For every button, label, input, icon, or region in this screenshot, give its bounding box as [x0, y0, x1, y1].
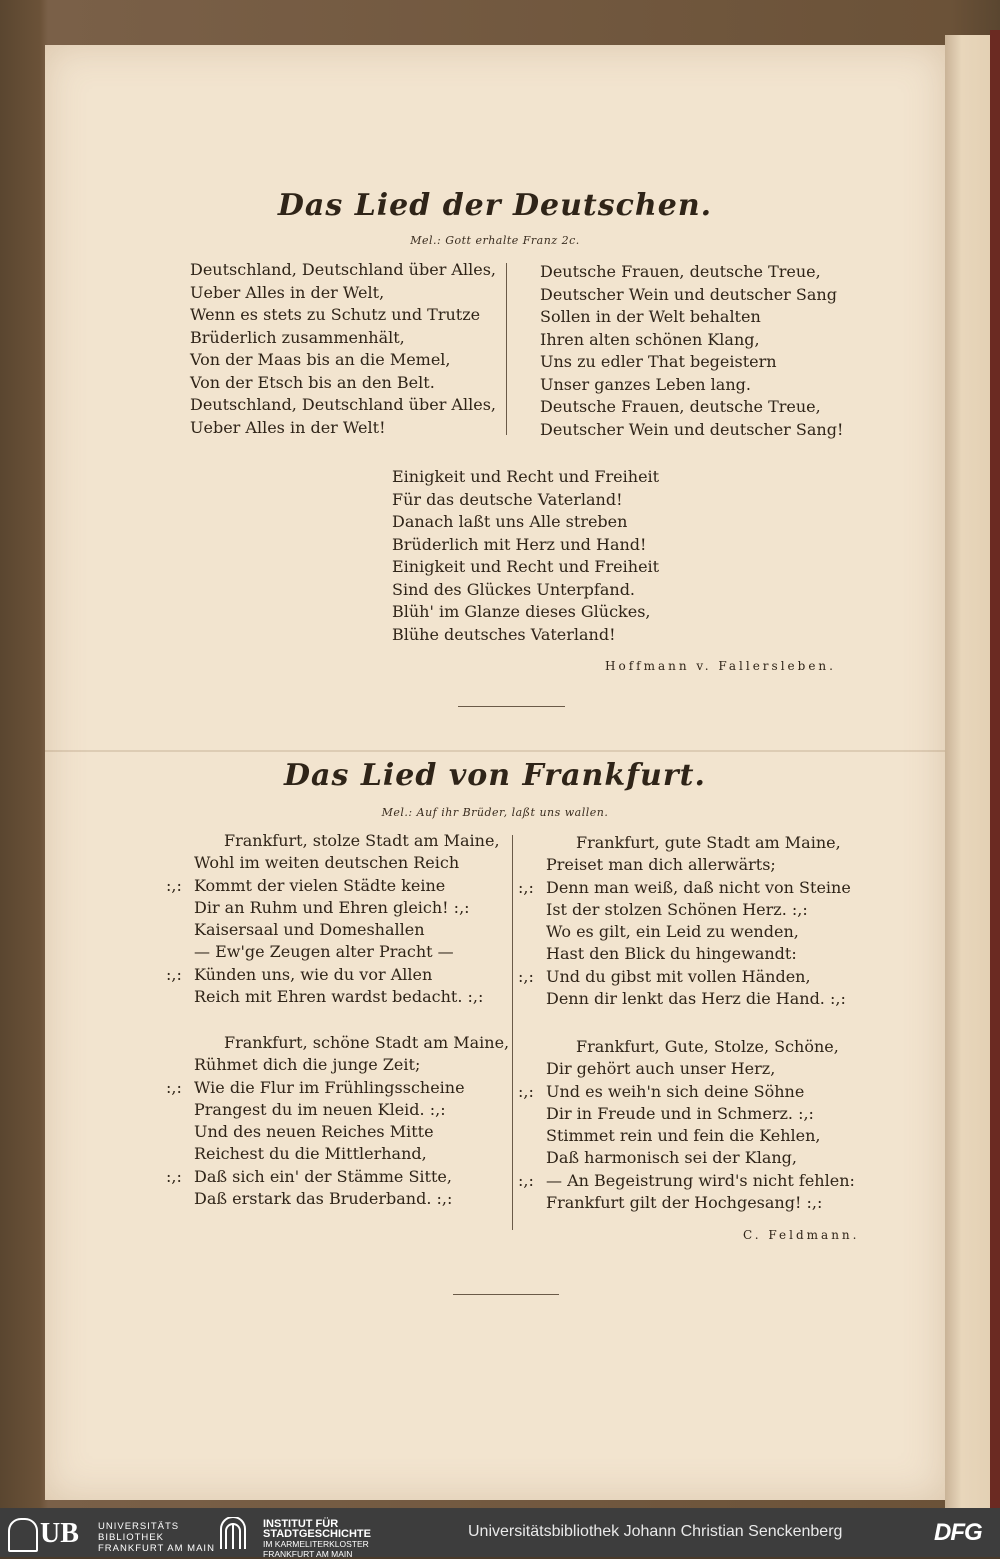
verse-text: Frankfurt, stolze Stadt am Maine, [224, 831, 500, 850]
verse-line [166, 1166, 509, 1188]
verse-line [166, 1054, 509, 1076]
ub-abbrev: UB [40, 1518, 79, 1549]
verse-line: Brüderlich mit Herz und Hand! [392, 534, 647, 554]
verse-line: Einigkeit und Recht und Freiheit [392, 467, 660, 486]
verse-text: Denn man weiß, daß nicht von Steine [546, 877, 851, 897]
verse-line [166, 1032, 509, 1054]
song1-author: Hoffmann v. Fallersleben. [605, 659, 836, 673]
verse-line [518, 854, 851, 876]
verse-text: Wo es gilt, ein Leid zu wenden, [546, 922, 799, 942]
song1-column-divider [506, 263, 507, 435]
viewer-footer [0, 1508, 1000, 1557]
inst-line-4: FRANKFURT AM MAIN [263, 1549, 353, 1559]
repeat-mark: :,: [166, 1166, 182, 1186]
verse-line [518, 943, 851, 965]
verse-line [166, 830, 500, 852]
verse-line [518, 832, 851, 854]
song1-left-column [190, 259, 496, 439]
verse-line [166, 1077, 509, 1099]
verse-text: — Ew'ge Zeugen alter Pracht — [194, 942, 454, 962]
ub-name [98, 1521, 215, 1554]
verse-text: Reich mit Ehren wardst bedacht. :,: [194, 987, 484, 1007]
verse-line: Einigkeit und Recht und Freiheit [392, 557, 660, 576]
verse-line [518, 921, 851, 943]
verse-line: Wenn es stets zu Schutz und Trutze [190, 305, 481, 324]
verse-line [518, 988, 851, 1010]
verse-line [166, 919, 500, 941]
verse-line [166, 941, 500, 963]
inst-line-1: INSTITUT FÜR [263, 1518, 339, 1530]
verse-line: Danach laßt uns Alle streben [392, 512, 628, 531]
verse-line [518, 1103, 855, 1125]
verse-text: Frankfurt, gute Stadt am Maine, [576, 833, 841, 852]
verse-text: Daß harmonisch sei der Klang, [546, 1148, 797, 1168]
verse-line [166, 852, 500, 874]
verse-text: Stimmet rein und fein die Kehlen, [546, 1126, 821, 1146]
verse-text: Wohl im weiten deutschen Reich [194, 853, 460, 873]
song2-author: C. Feldmann. [743, 1228, 860, 1242]
verse-line [518, 1192, 855, 1214]
verse-line: Deutscher Wein und deutscher Sang [540, 284, 837, 304]
verse-text: Künden uns, wie du vor Allen [194, 964, 433, 984]
song1-title: Das Lied der Deutschen. [277, 188, 713, 223]
verse-line [166, 986, 500, 1008]
verse-line [518, 1147, 855, 1169]
institute-arch-icon [218, 1517, 248, 1549]
repeat-mark: :,: [166, 875, 182, 895]
verse-line: Deutscher Wein und deutscher Sang! [540, 419, 844, 439]
verse-line: Ueber Alles in der Welt! [190, 417, 386, 437]
verse-line: Sind des Glückes Unterpfand. [392, 579, 636, 599]
verse-text: Dir gehört auch unser Herz, [546, 1059, 776, 1079]
verse-line [166, 897, 500, 919]
song2-right-stanza-2 [518, 1036, 855, 1214]
song1-melody: Mel.: Gott erhalte Franz 2c. [410, 234, 580, 247]
verse-line: Blüh' im Glanze dieses Glückes, [392, 602, 651, 621]
verse-text: Kommt der vielen Städte keine [194, 875, 446, 895]
verse-line: Von der Maas bis an die Memel, [190, 350, 451, 369]
ub-line-3: FRANKFURT AM MAIN [98, 1543, 215, 1554]
verse-text: Prangest du im neuen Kleid. :,: [194, 1099, 446, 1119]
book-cover-edge [990, 30, 1000, 1508]
inst-line-2: STADTGESCHICHTE [263, 1528, 371, 1540]
verse-line: Deutsche Frauen, deutsche Treue, [540, 262, 821, 281]
verse-text: Und es weih'n sich deine Söhne [546, 1081, 805, 1101]
verse-line: Unser ganzes Leben lang. [540, 374, 751, 394]
verse-line [518, 1170, 855, 1192]
verse-line [518, 1058, 855, 1080]
song2-title: Das Lied von Frankfurt. [284, 758, 706, 793]
verse-line: Für das deutsche Vaterland! [392, 489, 623, 509]
song1-refrain [392, 466, 659, 646]
verse-text: Daß sich ein' der Stämme Sitte, [194, 1166, 452, 1186]
verse-line [166, 964, 500, 986]
ub-portrait-icon [8, 1518, 38, 1552]
verse-line [518, 1036, 855, 1058]
verse-line: Von der Etsch bis an den Belt. [190, 372, 435, 392]
song2-left-stanza-2 [166, 1032, 509, 1210]
verse-line: Ihren alten schönen Klang, [540, 329, 760, 349]
verse-line [518, 1125, 855, 1147]
ub-line-2: BIBLIOTHEK [98, 1532, 164, 1543]
verse-line [166, 1099, 509, 1121]
verse-line [166, 1143, 509, 1165]
verse-text: Denn dir lenkt das Herz die Hand. :,: [546, 989, 846, 1009]
institute-name [263, 1519, 371, 1559]
verse-text: Reichest du die Mittlerhand, [194, 1144, 427, 1164]
verse-text: Kaisersaal und Domeshallen [194, 920, 425, 940]
page-fold [45, 750, 945, 752]
repeat-mark: :,: [518, 966, 534, 986]
verse-line [166, 1188, 509, 1210]
song2-melody: Mel.: Auf ihr Brüder, laßt uns wallen. [381, 806, 609, 819]
verse-line: Brüderlich zusammenhält, [190, 327, 405, 347]
ub-line-1: UNIVERSITÄTS [98, 1521, 180, 1532]
bottom-separator-line [453, 1294, 559, 1295]
verse-text: Und du gibst mit vollen Händen, [546, 966, 811, 986]
verse-text: Dir an Ruhm und Ehren gleich! :,: [194, 897, 470, 917]
verse-line: Deutschland, Deutschland über Alles, [190, 260, 496, 279]
verse-line [518, 1081, 855, 1103]
verse-line [518, 966, 851, 988]
song2-right-stanza-1 [518, 832, 851, 1010]
song1-right-column [540, 261, 843, 441]
inst-line-3: IM KARMELITERKLOSTER [263, 1539, 369, 1549]
library-name: Universitätsbibliothek Johann Christian Senckenberg [468, 1523, 843, 1540]
verse-text: Wie die Flur im Frühlingsscheine [194, 1077, 465, 1097]
verse-line [518, 877, 851, 899]
document-page [45, 45, 945, 1500]
verse-line [166, 875, 500, 897]
verse-text: Und des neuen Reiches Mitte [194, 1122, 434, 1142]
song2-left-stanza-1 [166, 830, 500, 1008]
repeat-mark: :,: [518, 1081, 534, 1101]
verse-text: Frankfurt, Gute, Stolze, Schöne, [576, 1037, 839, 1056]
verse-text: Ist der stolzen Schönen Herz. :,: [546, 899, 808, 919]
verse-line: Deutschland, Deutschland über Alles, [190, 395, 496, 414]
verse-text: Dir in Freude und in Schmerz. :,: [546, 1103, 814, 1123]
verse-line: Uns zu edler That begeistern [540, 352, 777, 371]
repeat-mark: :,: [518, 877, 534, 897]
verse-text: Frankfurt gilt der Hochgesang! :,: [546, 1193, 823, 1213]
verse-line: Ueber Alles in der Welt, [190, 282, 385, 302]
dfg-logo: DFG [934, 1519, 982, 1546]
repeat-mark: :,: [518, 1170, 534, 1190]
verse-line: Deutsche Frauen, deutsche Treue, [540, 397, 821, 416]
separator-line [458, 706, 565, 707]
verse-text: Rühmet dich die junge Zeit; [194, 1055, 421, 1075]
verse-text: Daß erstark das Bruderband. :,: [194, 1189, 453, 1209]
song2-column-divider [512, 835, 513, 1230]
verse-text: Preiset man dich allerwärts; [546, 855, 776, 875]
verse-line [518, 899, 851, 921]
verse-text: — An Begeistrung wird's nicht fehlen: [546, 1170, 855, 1190]
verse-text: Hast den Blick du hingewandt: [546, 944, 797, 964]
verse-line: Blühe deutsches Vaterland! [392, 624, 616, 644]
repeat-mark: :,: [166, 964, 182, 984]
repeat-mark: :,: [166, 1077, 182, 1097]
verse-line [166, 1121, 509, 1143]
verse-text: Frankfurt, schöne Stadt am Maine, [224, 1033, 510, 1052]
verse-line: Sollen in der Welt behalten [540, 307, 761, 326]
